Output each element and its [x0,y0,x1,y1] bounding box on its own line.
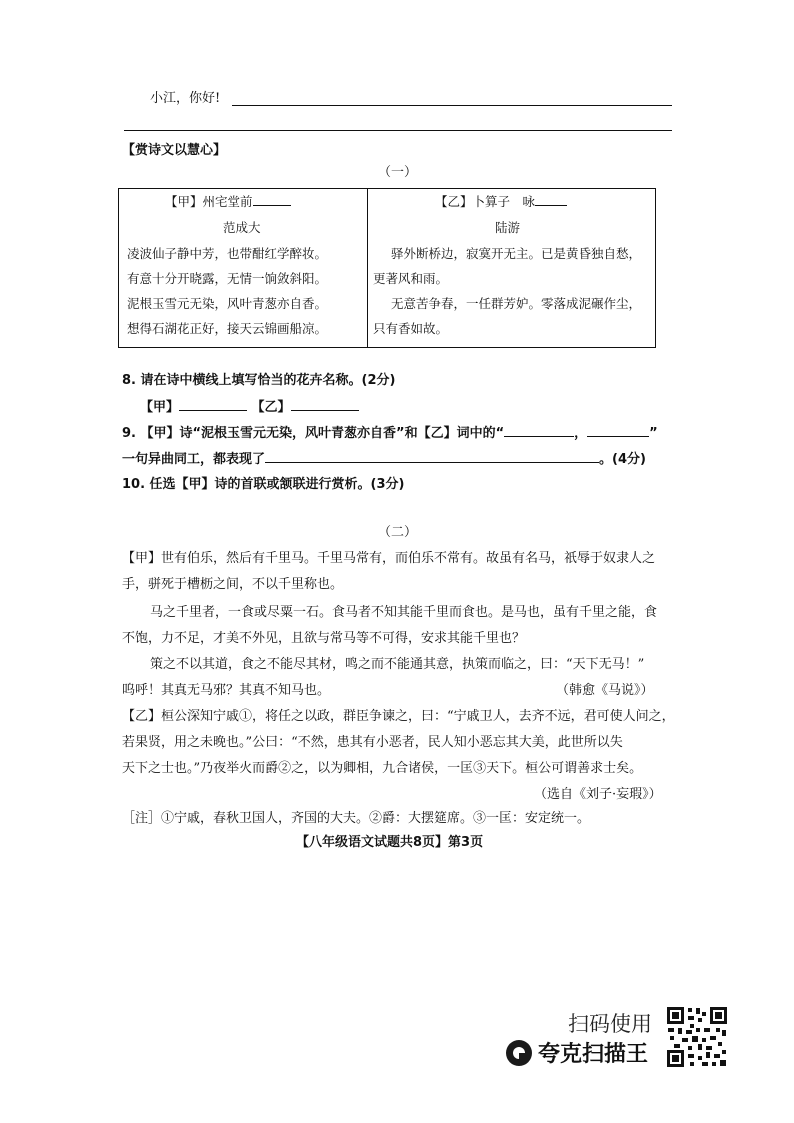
poem-comparison-box [118,188,656,348]
qr-code-icon [666,1006,728,1068]
poem-yi-line: 只有香如故。 [373,321,449,336]
question-9-line-2: 一句异曲同工，都表现了 。(4分) [122,452,646,467]
poem-yi-title: 【乙】卜算子 咏 [435,193,567,211]
poem-jia-author: 范成大 [223,220,261,235]
passage-jia-source: （韩愈《马说》） [556,683,654,698]
question-10: 10. 任选【甲】诗的首联或颔联进行赏析。(3分) [122,477,405,492]
passage-jia-line: 【甲】世有伯乐，然后有千里马。千里马常有，而伯乐不常有。故虽有名马，祇辱于奴隶人之 [122,551,656,566]
passage-jia-line: 呜呼！其真无马邪？其真不知马也。 [122,683,331,698]
poem-jia-line: 有意十分开晓露，无情一饷敛斜阳。 [127,271,328,286]
passage-yi-line: 【乙】桓公深知宁戚①，将任之以政，群臣争谏之，曰：“宁戚卫人，去齐不远，君可使人问之， [122,709,675,724]
q9-blank-1[interactable] [504,424,574,437]
q9-blank-2[interactable] [587,424,649,437]
scan-to-use-text: 扫码使用 [568,1012,652,1036]
poem-jia-blank [253,193,291,206]
poem-yi-line: 更著风和雨。 [373,271,449,286]
greeting-text: 小江，你好! [150,91,221,106]
part1-heading: （一） [378,165,418,180]
poem-yi-line: 无意苦争春，一任群芳妒。零落成泥碾作尘， [391,296,642,311]
passage-jia-line: 策之不以其道，食之不能尽其材，鸣之而不能通其意，执策而临之，曰：“天下无马！” [150,657,645,672]
poem-yi-line: 驿外断桥边，寂寞开无主。已是黄昏独自愁， [391,246,642,261]
answer-line-2 [124,130,672,131]
poem-box-divider [367,189,368,347]
brand-name-text: 夸克扫描王 [538,1042,649,1067]
passage-yi-line: 天下之士也。”乃夜举火而爵②之，以为卿相，九合诸侯，一匡③天下。桓公可谓善求士矣。 [122,761,643,776]
quark-logo-icon [506,1040,532,1066]
answer-line-1 [232,105,672,106]
q9-blank-3[interactable] [265,450,599,463]
poem-jia-line: 凌波仙子静中芳，也带酣红学醉妆。 [127,246,328,261]
q8-blank-jia[interactable] [179,398,247,411]
annotation-note: ［注］①宁戚，春秋卫国人，齐国的大夫。②爵：大摆筵席。③一匡：安定统一。 [122,811,591,826]
section-title: 【赏诗文以慧心】 [122,143,227,158]
poem-jia-line: 想得石湖花正好，接天云锦画船凉。 [127,321,328,336]
question-9-line-1: 9. 【甲】诗“泥根玉雪元无染，风叶青葱亦自香”和【乙】词中的“ ， ” [122,426,658,441]
part2-heading: （二） [378,525,418,540]
poem-yi-blank [535,193,567,206]
passage-jia-line: 不饱，力不足，才美不外见，且欲与常马等不可得，安求其能千里也？ [122,631,526,646]
question-8-blanks: 【甲】 【乙】 [140,398,359,417]
poem-jia-title: 【甲】州宅堂前 [165,193,291,211]
passage-yi-line: 若果贤，用之未晚也。”公曰：“不然，患其有小恶者，民人知小恶忘其大美，此世所以失 [122,735,623,750]
q8-blank-yi[interactable] [291,398,359,411]
passage-yi-source: （选自《刘子·妄瑕》） [534,787,662,802]
poem-jia-line: 泥根玉雪元无染，风叶青葱亦自香。 [127,296,328,311]
poem-yi-author: 陆游 [495,220,521,235]
passage-jia-line: 马之千里者，一食或尽粟一石。食马者不知其能千里而食也。是马也，虽有千里之能，食 [150,605,658,620]
page-footer: 【八年级语文试题共8页】第3页 [296,835,484,850]
question-8: 8. 请在诗中横线上填写恰当的花卉名称。(2分) [122,373,396,388]
passage-jia-line: 手，骈死于槽枥之间，不以千里称也。 [122,577,344,592]
